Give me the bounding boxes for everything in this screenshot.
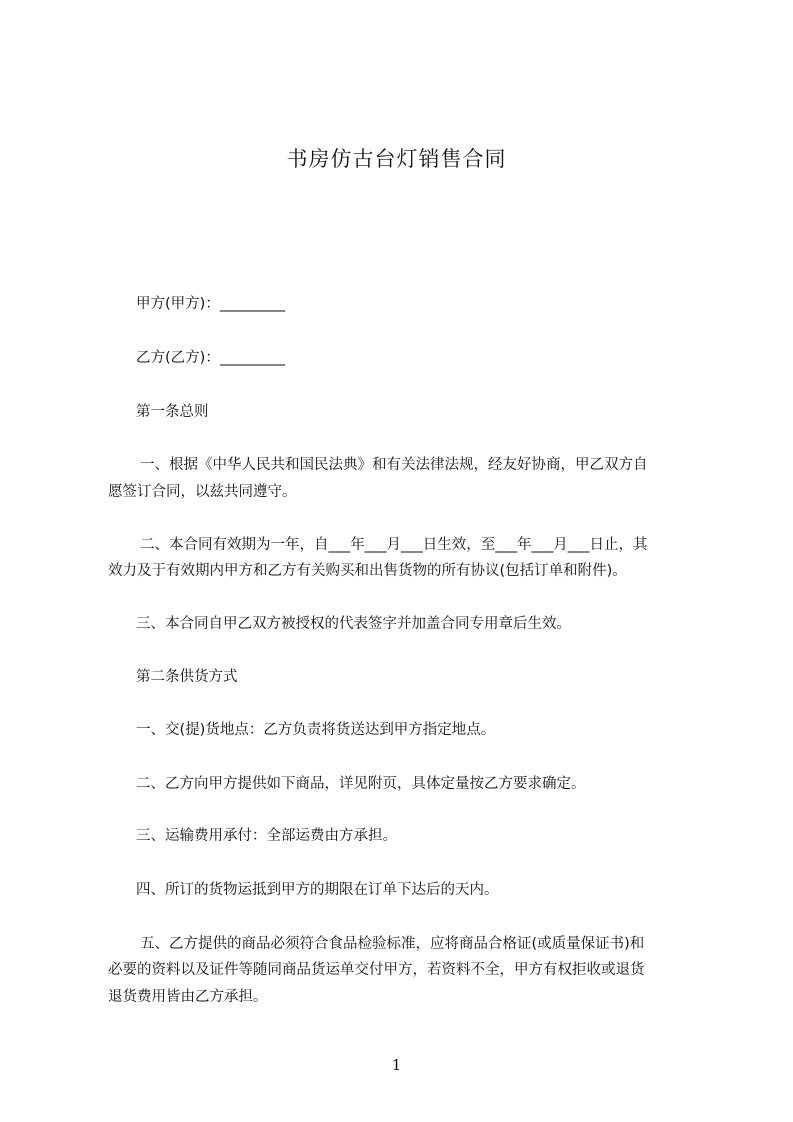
s2-item1: 一、交(提)货地点：乙方负责将货送达到甲方指定地点。	[136, 722, 496, 738]
section1-heading: 第一条总则	[136, 404, 209, 420]
party-b-line: 乙方(乙方)：_________	[136, 350, 286, 366]
section2-heading: 第二条供货方式	[136, 669, 238, 685]
document-title: 书房仿古台灯销售合同	[286, 147, 507, 171]
s1-item1-line1: 一、根据《中华人民共和国民法典》和有关法律法规，经友好协商，甲乙双方自	[140, 457, 648, 473]
s2-item4: 四、所订的货物运抵到甲方的期限在订单下达后的天内。	[136, 882, 499, 898]
s1-item3: 三、本合同自甲乙双方被授权的代表签字并加盖合同专用章后生效。	[136, 616, 571, 632]
s1-item2-line1: 二、本合同有效期为一年，自___年___月___日生效，至___年___月___日止，其	[140, 537, 648, 553]
s2-item2: 二、乙方向甲方提供如下商品，详见附页，具体定量按乙方要求确定。	[136, 776, 586, 792]
party-a-line: 甲方(甲方)：_________	[136, 296, 286, 312]
s2-item5-line2: 必要的资料以及证件等随同商品货运单交付甲方，若资料不全，甲方有权拒收或退货	[108, 962, 645, 978]
s1-item1-line2: 愿签订合同，以兹共同遵守。	[108, 484, 297, 500]
s1-item2-line2: 效力及于有效期内甲方和乙方有关购买和出售货物的所有协议(包括订单和附件)。	[108, 563, 627, 579]
s2-item5-line3: 退货费用皆由乙方承担。	[108, 989, 268, 1005]
page-number: 1	[391, 1056, 402, 1074]
s2-item3: 三、运输费用承付：全部运费由方承担。	[136, 828, 397, 844]
s2-item5-line1: 五、乙方提供的商品必须符合食品检验标准，应将商品合格证(或质量保证书)和	[140, 936, 645, 952]
